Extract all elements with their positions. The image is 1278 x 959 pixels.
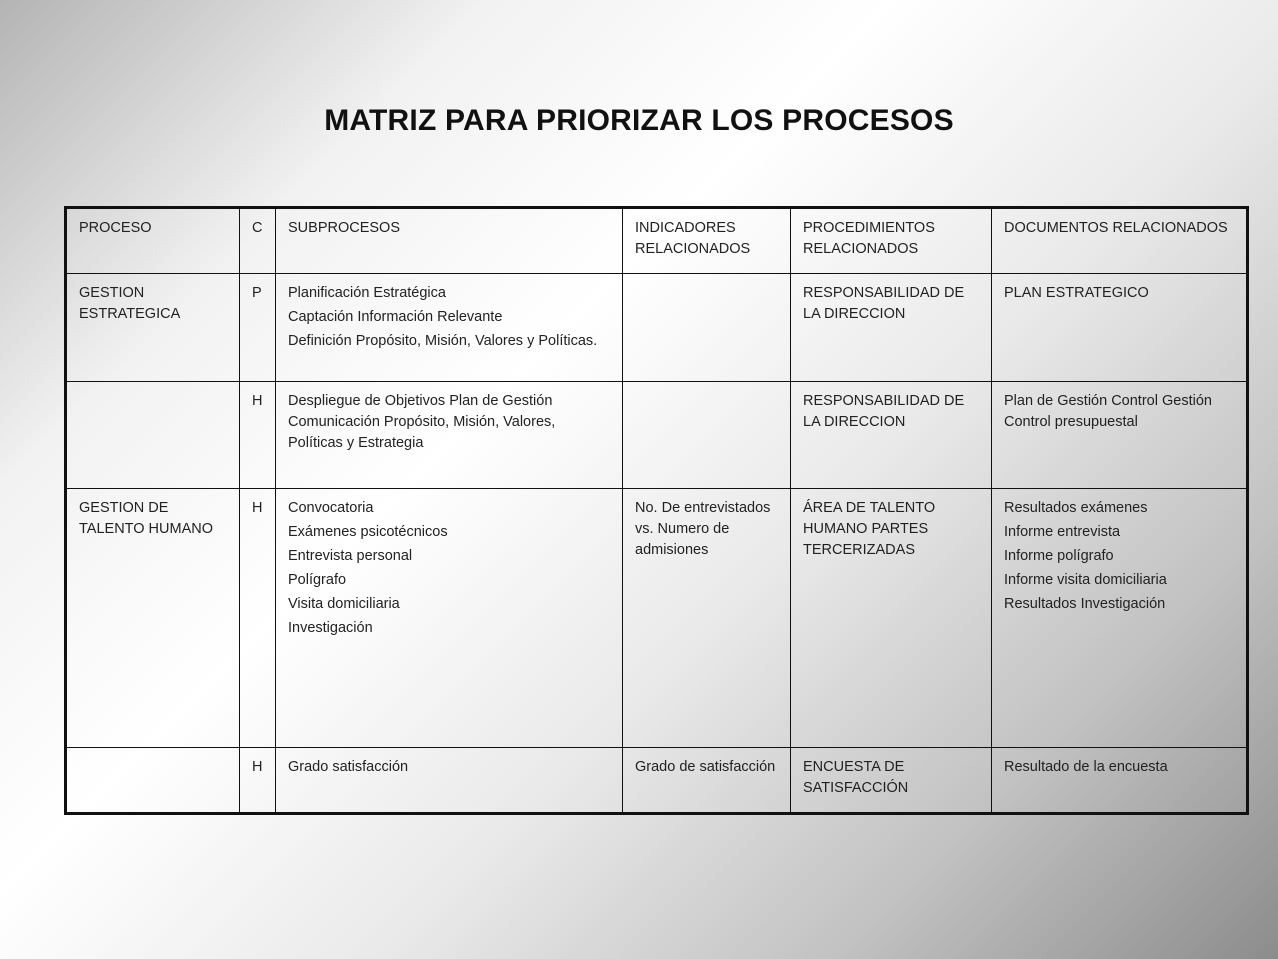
header-c: C xyxy=(240,208,276,274)
cell-documentos xyxy=(992,274,1248,382)
documento-item: Informe polígrafo xyxy=(1004,548,1114,565)
cell-procedimientos: ÁREA DE TALENTO HUMANO PARTES TERCERIZADAS xyxy=(791,489,992,747)
header-indicadores: INDICADORES RELACIONADOS xyxy=(623,208,791,274)
cell-indicadores: Grado de satisfacción xyxy=(623,747,791,813)
cell-subprocesos xyxy=(276,489,623,747)
subproceso-item: Polígrafo xyxy=(288,572,347,589)
cell-c: H xyxy=(240,747,276,813)
subproceso-item: Exámenes psicotécnicos xyxy=(288,524,448,541)
subproceso-item: Convocatoria xyxy=(288,500,374,517)
table-row xyxy=(66,381,1248,489)
subproceso-item: Visita domiciliaria xyxy=(288,596,400,613)
subproceso-item: Entrevista personal xyxy=(288,548,413,565)
cell-proceso: GESTION DE TALENTO HUMANO xyxy=(66,489,240,747)
subproceso-item: Planificación Estratégica xyxy=(288,285,446,302)
cell-subprocesos xyxy=(276,274,623,382)
table-row xyxy=(66,489,1248,747)
table-header-row xyxy=(66,208,1248,274)
cell-subprocesos xyxy=(276,381,623,489)
cell-proceso xyxy=(66,747,240,813)
documento-item: Resultado de la encuesta xyxy=(1004,758,1168,775)
cell-c: H xyxy=(240,489,276,747)
documento-item: Plan de Gestión Control Gestión Control presupuestal xyxy=(1004,392,1212,430)
cell-subprocesos xyxy=(276,747,623,813)
table-row xyxy=(66,274,1248,382)
cell-procedimientos: ENCUESTA DE SATISFACCIÓN xyxy=(791,747,992,813)
cell-indicadores: No. De entrevistados vs. Numero de admisiones xyxy=(623,489,791,747)
header-subprocesos: SUBPROCESOS xyxy=(276,208,623,274)
documento-item: Informe entrevista xyxy=(1004,524,1121,541)
subproceso-item: Despliegue de Objetivos Plan de Gestión Comunicación Propósito, Misión, Valores, Políticas y Estrategia xyxy=(288,392,556,451)
subproceso-item: Grado satisfacción xyxy=(288,758,409,775)
cell-documentos xyxy=(992,489,1248,747)
documento-item: Informe visita domiciliaria xyxy=(1004,572,1167,589)
header-proceso: PROCESO xyxy=(66,208,240,274)
documento-item: Resultados exámenes xyxy=(1004,500,1148,517)
process-matrix-table xyxy=(64,206,1249,815)
cell-proceso: GESTION ESTRATEGICA xyxy=(66,274,240,382)
cell-c: P xyxy=(240,274,276,382)
cell-indicadores xyxy=(623,381,791,489)
subproceso-item: Definición Propósito, Misión, Valores y Políticas. xyxy=(288,333,598,350)
cell-proceso xyxy=(66,381,240,489)
cell-c: H xyxy=(240,381,276,489)
documento-item: PLAN ESTRATEGICO xyxy=(1004,285,1149,302)
documento-item: Resultados Investigación xyxy=(1004,596,1166,613)
subproceso-item: Investigación xyxy=(288,620,373,637)
cell-procedimientos: RESPONSABILIDAD DE LA DIRECCION xyxy=(791,274,992,382)
page-title: MATRIZ PARA PRIORIZAR LOS PROCESOS xyxy=(324,104,954,137)
cell-documentos xyxy=(992,381,1248,489)
table-row xyxy=(66,747,1248,813)
cell-indicadores xyxy=(623,274,791,382)
header-documentos: DOCUMENTOS RELACIONADOS xyxy=(992,208,1248,274)
subproceso-item: Captación Información Relevante xyxy=(288,309,503,326)
cell-procedimientos: RESPONSABILIDAD DE LA DIRECCION xyxy=(791,381,992,489)
cell-documentos xyxy=(992,747,1248,813)
header-procedimientos: PROCEDIMIENTOS RELACIONADOS xyxy=(791,208,992,274)
